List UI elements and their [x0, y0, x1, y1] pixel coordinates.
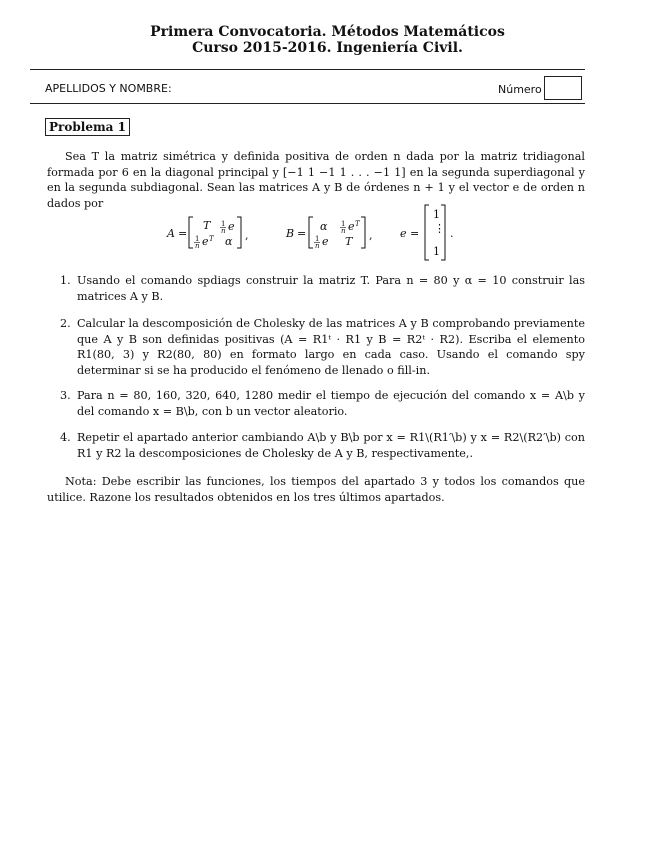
svg-text:1: 1	[221, 220, 226, 228]
number-field-box[interactable]	[544, 76, 582, 100]
item-2-text: Calcular la descomposición de Cholesky de las matrices A y B comprobando previamente que A y B son definidas positivas (A = R1ᵗ · R1 y B = R2ᵗ · R2). Escriba el elemento R1(80, 3) y R2(80, 80) en formato largo en cada caso. Usando el comando spy determinar si se ha producido el fenómeno de llenado o fill-in.	[77, 317, 585, 377]
svg-text:n: n	[341, 227, 346, 235]
header-top-rule	[30, 69, 585, 70]
item-1-number: 1.	[60, 274, 71, 287]
exam-title-line2: Curso 2015-2016. Ingeniería Civil.	[192, 40, 463, 56]
svg-text:n: n	[221, 227, 226, 235]
svg-text:=: =	[178, 227, 188, 240]
item-2-number: 2.	[60, 317, 71, 330]
svg-text:n: n	[315, 242, 320, 250]
matrix-definitions-formula	[165, 203, 485, 261]
problem-intro: Sea T la matriz simétrica y definida positiva de orden n dada por la matriz tridiagonal formada por 6 en la diagonal principal y [−1 1 −1 1 . . . −1 1] en la segunda superdiagonal y en la segunda subdiagonal. Sean las matrices A y B de órdenes n + 1 y el vector e de orden n dados por	[47, 150, 585, 210]
svg-text:T: T	[203, 219, 211, 232]
svg-text:T: T	[209, 235, 214, 243]
svg-text:1: 1	[433, 208, 440, 221]
svg-text:,: ,	[245, 229, 249, 242]
svg-text:=: =	[297, 227, 307, 240]
svg-text:T: T	[345, 235, 353, 248]
svg-text:e: e	[400, 227, 407, 240]
item-1-text: Usando el comando spdiags construir la matriz T. Para n = 80 y α = 10 construir las matrices A y B.	[77, 274, 585, 303]
item-4-text: Repetir el apartado anterior cambiando A\b y B\b por x = R1\(R1′\b) y x = R2\(R2′\b) con R1 y R2 la descomposiciones de Cholesky de A y B, respectivamente,.	[77, 431, 585, 460]
svg-text:1: 1	[315, 235, 320, 243]
svg-text:α: α	[225, 235, 233, 248]
header-bottom-rule	[30, 103, 585, 104]
svg-text:⋮: ⋮	[434, 222, 445, 235]
item-4-number: 4.	[60, 431, 71, 444]
svg-text:n: n	[195, 242, 200, 250]
svg-text:α: α	[320, 220, 328, 233]
problem-note: Nota: Debe escribir las funciones, los tiempos del apartado 3 y todos los comandos que utilice. Razone los resultados obtenidos en los tres últimos apartados.	[47, 475, 585, 504]
svg-text:,: ,	[369, 229, 373, 242]
item-3-number: 3.	[60, 389, 71, 402]
svg-text:e: e	[348, 220, 355, 233]
exam-title-line1: Primera Convocatoria. Métodos Matemáticos	[150, 24, 505, 40]
item-3-text: Para n = 80, 160, 320, 640, 1280 medir el tiempo de ejecución del comando x = A\b y del comando x = B\b, con b un vector aleatorio.	[77, 389, 585, 418]
svg-text:1: 1	[195, 235, 200, 243]
number-field-label: Número	[498, 83, 542, 96]
problem-title: Problema 1	[45, 118, 130, 136]
svg-text:e: e	[202, 235, 209, 248]
svg-text:e: e	[322, 235, 329, 248]
svg-text:.: .	[450, 227, 454, 240]
svg-text:1: 1	[433, 245, 440, 258]
svg-text:1: 1	[341, 220, 346, 228]
svg-text:=: =	[410, 227, 420, 240]
svg-text:A: A	[167, 227, 175, 240]
svg-text:T: T	[355, 220, 360, 228]
svg-text:B: B	[286, 227, 295, 240]
svg-text:e: e	[228, 220, 235, 233]
name-field-label: APELLIDOS Y NOMBRE:	[45, 82, 172, 95]
